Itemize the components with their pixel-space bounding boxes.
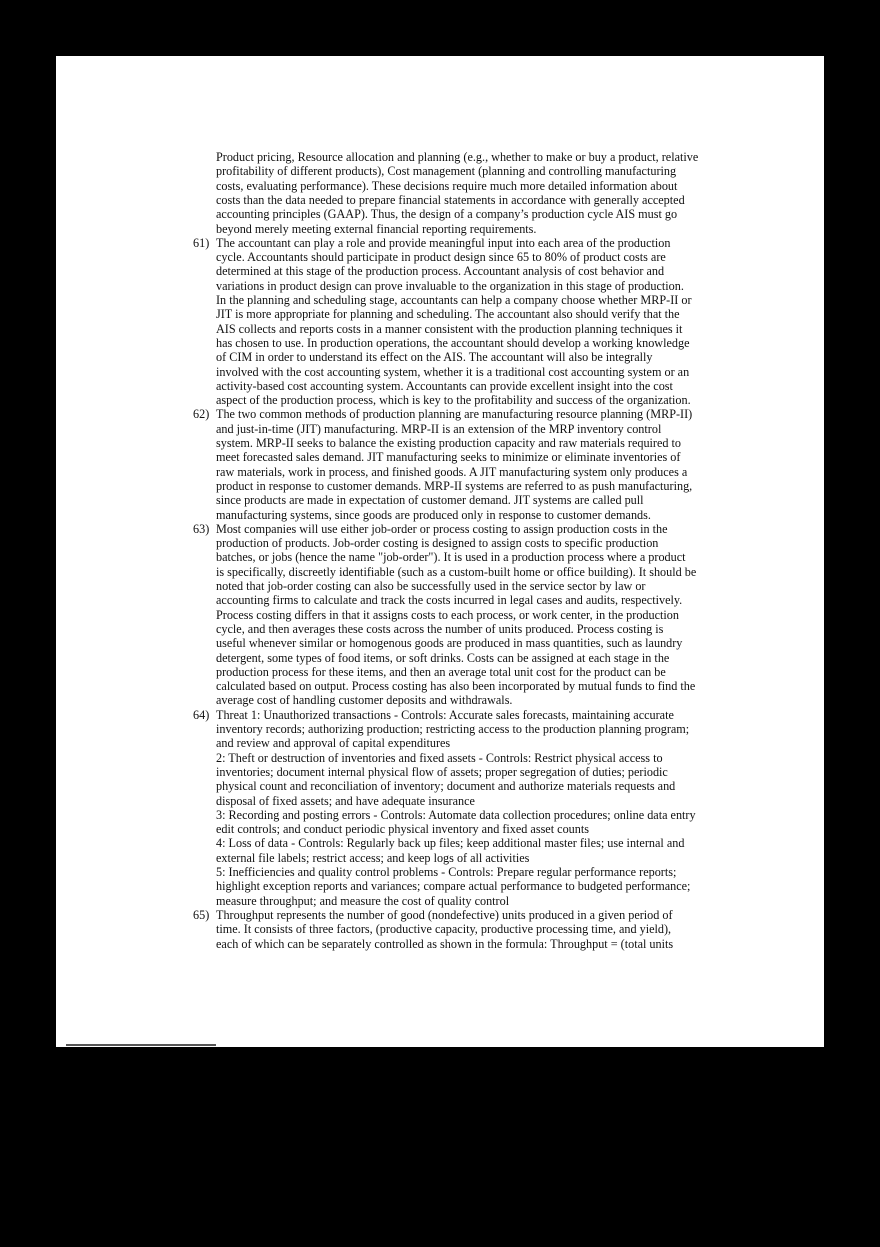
item-number: 64): [193, 707, 210, 722]
item-number: 62): [193, 407, 210, 422]
answer-text-line: measure throughput; and measure the cost of quality control: [216, 893, 510, 908]
scan-line: [66, 1044, 216, 1046]
intro-text-line: costs than the data needed to prepare financial statements in accordance with generally accepted: [216, 192, 685, 207]
intro-text-line: profitability of different products), Cost management (planning and controlling manufacturing: [216, 164, 677, 179]
answer-text-line: 2: Theft or destruction of inventories and fixed assets - Controls: Restrict physical access to: [216, 750, 663, 765]
answer-text-line: useful whenever similar or homogenous goods are produced in mass quantities, such as laundry: [216, 636, 683, 651]
answer-text-line: Throughput represents the number of good (nondefective) units produced in a given period of: [216, 907, 673, 922]
answer-text-line: batches, or jobs (hence the name "job-order"). It is used in a production process where a product: [216, 550, 686, 565]
answer-text-line: time. It consists of three factors, (productive capacity, productive processing time, and yield),: [216, 922, 672, 937]
answer-text-line: manufacturing systems, since goods are produced only in response to customer demands.: [216, 507, 651, 522]
item-number: 63): [193, 521, 210, 536]
document-page: [56, 56, 824, 1047]
answer-text-line: edit controls; and conduct periodic physical inventory and fixed asset counts: [216, 822, 589, 837]
intro-text-line: Product pricing, Resource allocation and planning (e.g., whether to make or buy a product, relative: [216, 150, 699, 164]
answer-text-line: 3: Recording and posting errors - Controls: Automate data collection procedures; online data entry: [216, 807, 696, 822]
answer-text-line: production process for these items, and then an average total unit cost for the product can be: [216, 664, 666, 679]
answer-text-line: noted that job-order costing can also be successfully used in the service sector by law or: [216, 579, 646, 593]
answer-text-line: involved with the cost accounting system, whether it is a traditional cost accounting system or an: [216, 364, 690, 379]
answer-text-line: AIS collects and reports costs in a manner consistent with the production planning techniques it: [216, 321, 683, 336]
answer-text-line: Threat 1: Unauthorized transactions - Controls: Accurate sales forecasts, maintaining accurate: [216, 707, 674, 722]
answer-text-line: accounting firms to calculate and track the costs incurred in legal cases and audits, respectively.: [216, 593, 683, 608]
answer-text-line: and review and approval of capital expenditures: [216, 736, 451, 751]
answer-text-line: of CIM in order to understand its effect on the AIS. The accountant will also be integrally: [216, 350, 653, 365]
answer-text-line: inventory records; authorizing production; restricting access to the production planning program;: [216, 722, 690, 736]
answer-text-line: determined at this stage of the production process. Accountant analysis of cost behavior and: [216, 264, 665, 279]
answer-text-line: external file labels; restrict access; and keep logs of all activities: [216, 850, 530, 865]
answer-text-line: inventories; document internal physical flow of assets; proper segregation of duties; periodic: [216, 764, 668, 779]
answer-text-line: highlight exception reports and variances; compare actual performance to budgeted performance;: [216, 879, 691, 894]
answer-text-line: 5: Inefficiencies and quality control problems - Controls: Prepare regular performance reports;: [216, 865, 677, 879]
answer-text-line: aspect of the production process, which is key to the profitability and success of the organization.: [216, 393, 691, 408]
answer-text-line: meet forecasted sales demand. JIT manufacturing seeks to minimize or eliminate inventories of: [216, 450, 681, 465]
answer-text-line: cycle. Accountants should participate in product design since 65 to 80% of product costs are: [216, 250, 666, 265]
answer-text-line: cycle, and then averages these costs across the number of units produced. Process costing is: [216, 621, 664, 636]
answer-text-line: Most companies will use either job-order or process costing to assign production costs in the: [216, 521, 668, 536]
answer-text-line: Process costing differs in that it assigns costs to each process, or work center, in the production: [216, 607, 679, 622]
answer-text-line: is specifically, discreetly identifiable (such as a custom-built home or office building). It should be: [216, 564, 697, 579]
intro-text-line: accounting principles (GAAP). Thus, the design of a company’s production cycle AIS must go: [216, 207, 678, 222]
answer-text-line: activity-based cost accounting system. Accountants can provide excellent insight into the cost: [216, 378, 673, 393]
item-number: 61): [193, 235, 210, 250]
answer-text-line: has chosen to use. In production operations, the accountant should develop a working knowledge: [216, 335, 690, 350]
answer-text-line: average cost of handling customer deposits and withdrawals.: [216, 693, 513, 708]
answer-text-line: disposal of fixed assets; and have adequate insurance: [216, 793, 475, 808]
answer-text-line: detergent, some types of food items, or soft drinks. Costs can be assigned at each stage in the: [216, 650, 670, 665]
scan-artifacts: [64, 1044, 364, 1047]
answer-text-line: The two common methods of production planning are manufacturing resource planning (MRP-II): [216, 407, 693, 422]
intro-text-line: beyond merely meeting external financial reporting requirements.: [216, 221, 537, 236]
answer-text-line: production of products. Job-order costing is designed to assign costs to specific production: [216, 536, 659, 551]
answer-text-line: variations in product design can prove invaluable to the organization in this stage of production.: [216, 278, 684, 293]
answer-text-line: and just-in-time (JIT) manufacturing. MRP-II is an extension of the MRP inventory control: [216, 421, 662, 436]
answer-text-line: each of which can be separately controlled as shown in the formula: Throughput = (total units: [216, 936, 674, 951]
answer-text-line: In the planning and scheduling stage, accountants can help a company choose whether MRP-II or: [216, 293, 692, 307]
answer-text-line: raw materials, work in process, and finished goods. A JIT manufacturing system only produces a: [216, 464, 688, 479]
answer-text-line: product in response to customer demands. MRP-II systems are referred to as push manufacturing,: [216, 478, 693, 493]
answer-text-line: JIT is more appropriate for planning and scheduling. The accountant also should verify that the: [216, 307, 680, 322]
answer-text-line: 4: Loss of data - Controls: Regularly back up files; keep additional master files; use internal and: [216, 836, 685, 851]
answer-text-line: calculated based on output. Process costing has also been incorporated by mutual funds to find the: [216, 679, 696, 694]
answer-text-line: The accountant can play a role and provide meaningful input into each area of the production: [216, 235, 671, 250]
answer-text-line: system. MRP-II seeks to balance the existing production capacity and raw materials required to: [216, 436, 682, 450]
document-body: [56, 56, 824, 1047]
intro-text-line: costs, evaluating performance). These decisions require much more detailed information about: [216, 178, 678, 193]
answer-text-line: since products are made in expectation of customer demand. JIT systems are called pull: [216, 493, 644, 508]
answer-text-line: physical count and reconciliation of inventory; document and authorize materials requests and: [216, 779, 676, 794]
item-number: 65): [193, 907, 210, 922]
